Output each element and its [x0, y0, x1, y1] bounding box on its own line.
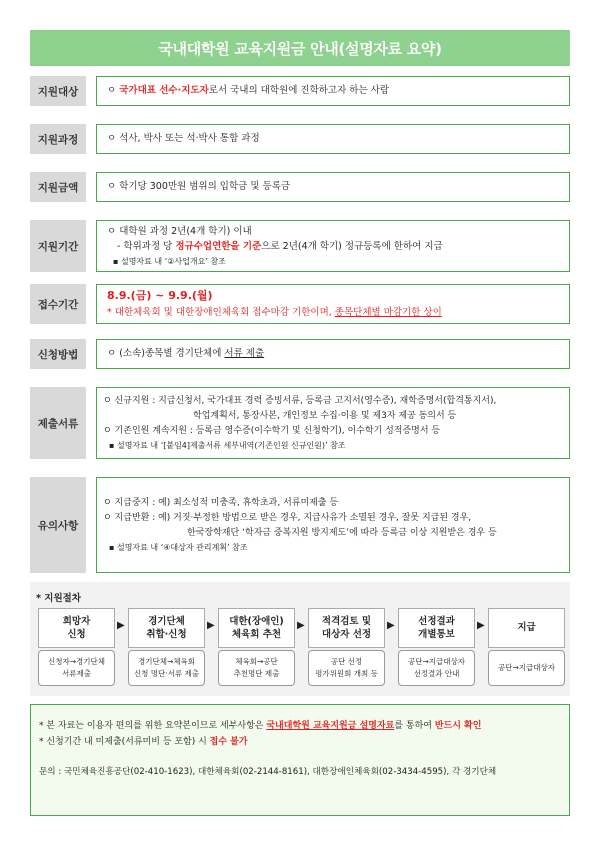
procedure-step	[218, 608, 295, 648]
notice-line1-highlight2: 반드시 확인	[434, 721, 482, 731]
period-line1: ㅇ 대학원 과정 2년(4개 학기) 이내	[107, 225, 252, 237]
section-content	[96, 76, 570, 106]
section-content	[96, 124, 570, 154]
step-line2: 개별통보	[418, 629, 455, 640]
arrow-right-icon: ▶	[117, 620, 125, 631]
section-label: 제출서류	[30, 387, 86, 459]
notice-line2-pre: * 신청기간 내 미제출(서류미비 등 포함) 시	[39, 736, 210, 747]
target-highlight: 국가대표 선수·지도자	[119, 85, 209, 97]
period-line2	[107, 239, 559, 255]
documents-line3: ㅇ 기존인원 계속지원 : 등록금 영수증(이수학기 및 신청학기), 이수학기 성적증명서 등	[103, 425, 441, 436]
period-line2-highlight: 정규수업연한을 기준	[175, 241, 262, 253]
detail-line2: 추천명단 제출	[233, 669, 280, 678]
documents-note: ▪ 설명자료 내 ‘[붙임4]제출서류 세부내역(기존인원 신규인원)’ 참조	[109, 440, 346, 450]
section-content	[96, 172, 570, 202]
apply-note	[107, 305, 559, 321]
apply-note-highlight: 종목단체별 마감기한 상이	[334, 307, 442, 319]
step-line1: 지급	[517, 622, 536, 634]
detail-line2: 선정결과 안내	[413, 669, 460, 678]
method-text: ㅇ (소속)종목별 경기단체에	[107, 348, 225, 360]
period-line2-post: 으로 2년(4개 학기) 정규등록에 한하여 지급	[261, 241, 443, 253]
procedure-detail	[488, 650, 565, 686]
detail-line1: 공단 선정	[330, 657, 363, 667]
course-text: ㅇ 석사, 박사 또는 석·박사 통합 과정	[107, 133, 260, 145]
notice-line1-highlight: 국내대학원 교육지원금 설명자료	[266, 721, 395, 731]
contact-info: 문의 : 국민체육진흥공단(02-410-1623), 대한체육회(02-2144-8161), 대한장애인체육회(02-3434-4595), 각 경기단체	[39, 766, 497, 777]
caution-line3: 한국장학재단 ‘학자금 중복지원 방지제도’에 따라 등록금 이상 지원받은 경우 등	[187, 527, 497, 538]
target-text: 로서 국내의 대학원에 진학하고자 하는 사람	[208, 85, 390, 97]
step-line1: 적격검토 및	[321, 615, 372, 627]
procedure-step	[308, 608, 385, 648]
section-period	[30, 220, 570, 272]
section-content	[96, 477, 570, 573]
section-content	[96, 339, 570, 369]
procedure-step	[398, 608, 475, 648]
procedure-detail	[398, 650, 475, 686]
notice-line1-mid: 를 통하여	[394, 721, 435, 731]
notice-box	[30, 704, 570, 816]
detail-line1: 공단→지급대상자	[408, 657, 465, 667]
notice-line2	[39, 735, 561, 751]
caution-line1: ㅇ 지급중지 : 예) 최소성적 미충족, 휴학초과, 서류미제출 등	[103, 498, 339, 509]
section-content	[96, 220, 570, 272]
documents-line1: ㅇ 신규지원 : 지급신청서, 국가대표 경력 증빙서류, 등록금 고지서(영수증), 재학증명서(합격통지서),	[103, 396, 497, 407]
documents-line2: 학업계획서, 통장사본, 개인정보 수집·이용 및 제3자 제공 동의서 등	[193, 410, 457, 421]
section-content	[96, 284, 570, 324]
method-highlight: 서류 제출	[224, 348, 265, 360]
procedure-detail	[218, 650, 295, 686]
procedure-title: * 지원절차	[36, 593, 81, 604]
notice-line1	[39, 719, 561, 735]
detail-line1: 체육회→공단	[235, 657, 278, 667]
section-label: 신청방법	[30, 339, 86, 369]
procedure-step	[488, 608, 565, 648]
notice-line1-pre: * 본 자료는 이용자 편의를 위한 요약본이므로 세부사항은	[39, 721, 267, 731]
apply-dates: 8.9.(금) ~ 9.9.(월)	[107, 289, 213, 303]
step-line1: 선정결과	[418, 615, 455, 627]
step-line2: 대상자 선정	[321, 629, 372, 640]
procedure-step	[38, 608, 115, 648]
procedure-step	[128, 608, 205, 648]
detail-line1: 공단→지급대상자	[498, 663, 555, 673]
section-label: 접수기간	[30, 284, 86, 324]
period-line2-pre: - 학위과정 당	[117, 241, 176, 253]
period-note: ▪ 설명자료 내 ‘②사업개요’ 참조	[113, 257, 226, 267]
bullet: ㅇ	[107, 85, 117, 97]
detail-line2: 신청 명단·서류 제출	[133, 669, 200, 678]
step-line1: 경기단체	[148, 615, 185, 627]
notice-line2-highlight: 접수 불가	[209, 736, 248, 747]
section-label: 유의사항	[30, 477, 86, 573]
section-content	[96, 387, 570, 459]
procedure-panel	[30, 582, 570, 696]
procedure-detail	[38, 650, 115, 686]
step-line1: 대한(장애인)	[229, 615, 284, 627]
detail-line1: 신청자→경기단체	[48, 657, 105, 667]
section-label: 지원대상	[30, 76, 86, 106]
section-amount	[30, 172, 570, 202]
arrow-right-icon: ▶	[297, 620, 305, 631]
section-label: 지원기간	[30, 220, 86, 272]
page-title: 국내대학원 교육지원금 안내(설명자료 요약)	[30, 30, 570, 66]
step-line1: 희망자	[62, 615, 91, 627]
procedure-detail	[308, 650, 385, 686]
step-line2: 취합·신청	[146, 629, 187, 640]
procedure-detail	[128, 650, 205, 686]
arrow-right-icon: ▶	[477, 620, 485, 631]
amount-text: ㅇ 학기당 300만원 범위의 입학금 및 등록금	[107, 181, 291, 193]
detail-line2: 서류제출	[62, 669, 91, 678]
section-caution	[30, 477, 570, 573]
detail-line2: 평가위원회 개최 등	[315, 669, 378, 678]
step-line2: 신청	[67, 629, 86, 640]
step-line2: 체육회 추천	[231, 629, 282, 640]
detail-line1: 경기단체→체육회	[138, 657, 195, 667]
section-target	[30, 76, 570, 106]
section-documents	[30, 387, 570, 459]
section-label: 지원금액	[30, 172, 86, 202]
section-method	[30, 339, 570, 369]
arrow-right-icon: ▶	[387, 620, 395, 631]
apply-note-pre: * 대한체육회 및 대한장애인체육회 접수마감 기한이며,	[107, 307, 335, 319]
section-apply-period	[30, 284, 570, 324]
section-course	[30, 124, 570, 154]
section-label: 지원과정	[30, 124, 86, 154]
arrow-right-icon: ▶	[207, 620, 215, 631]
caution-line2: ㅇ 지급반환 : 예) 거짓·부정한 방법으로 받은 경우, 지급사유가 소멸된 경우, 잘못 지급된 경우,	[103, 512, 472, 523]
caution-note: ▪ 설명자료 내 ‘④대상자 관리계획’ 참조	[109, 542, 248, 552]
